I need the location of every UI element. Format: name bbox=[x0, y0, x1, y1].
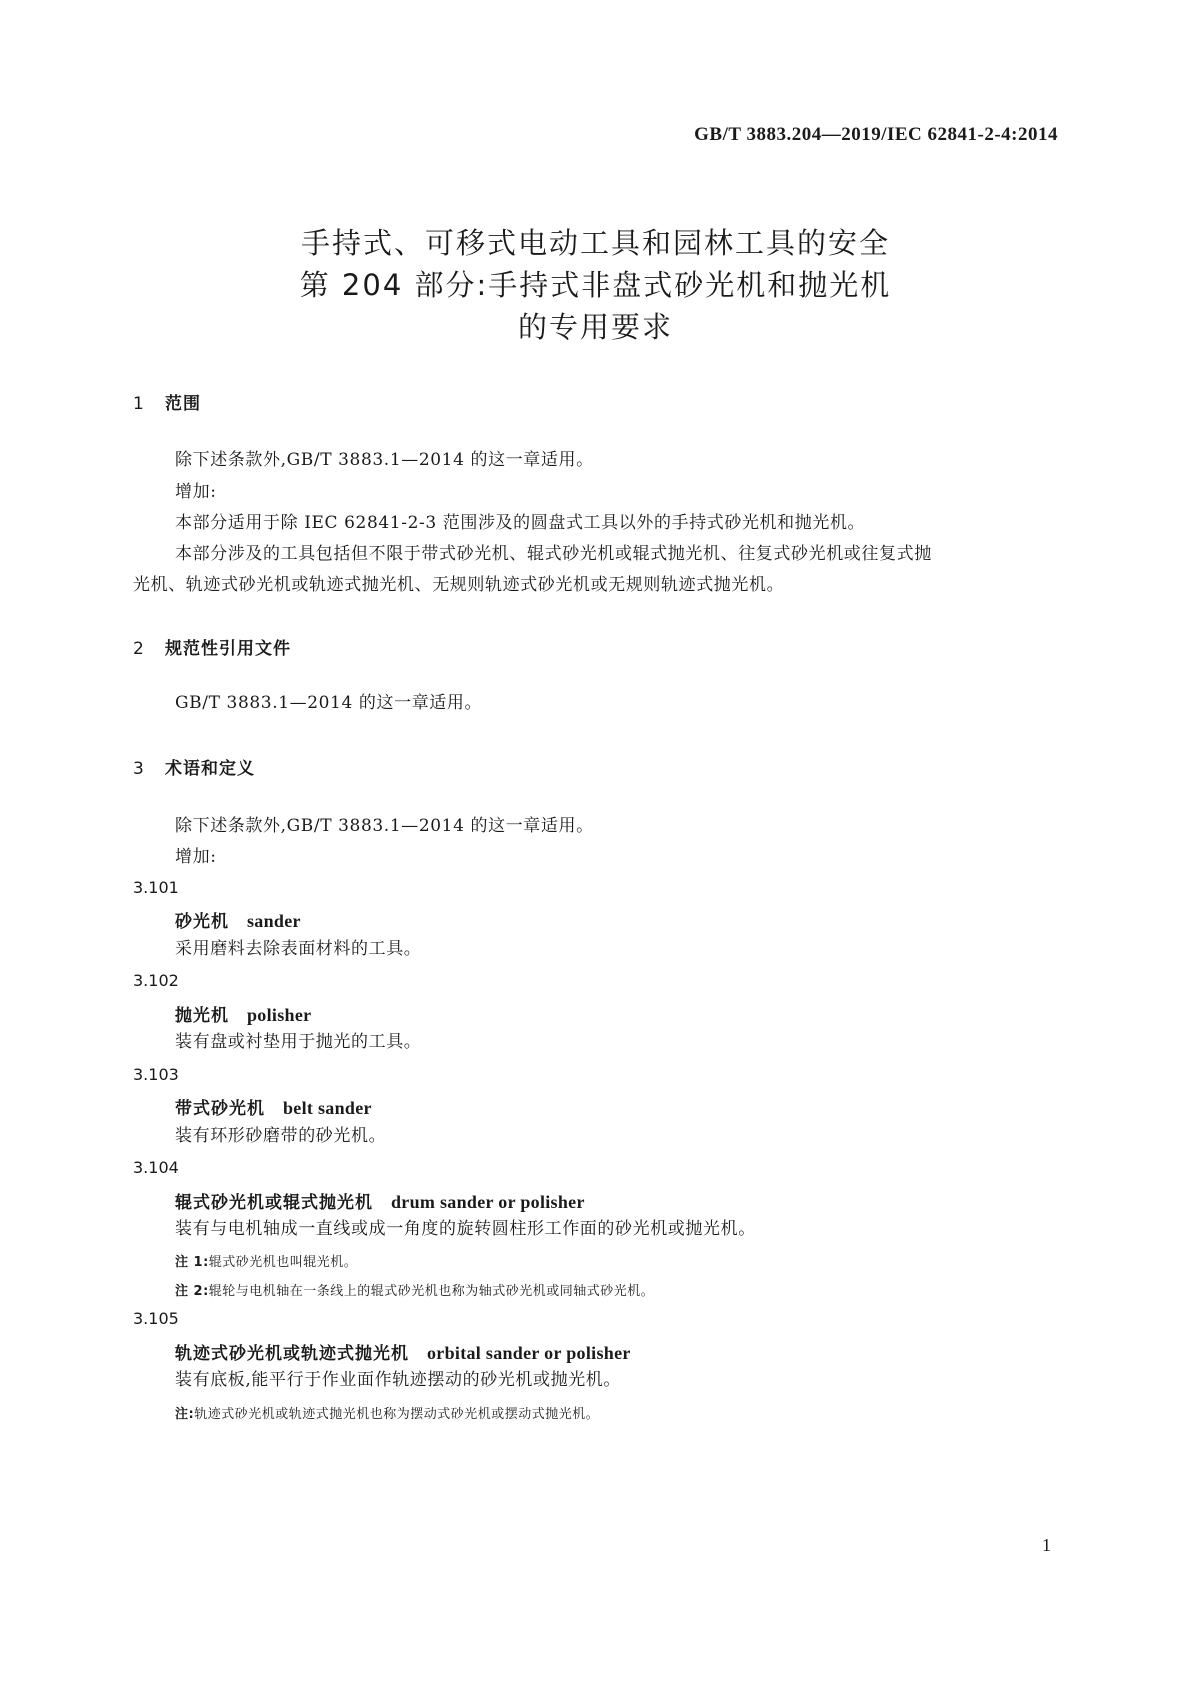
paragraph: 增加: bbox=[175, 482, 217, 502]
term-en: orbital sander or polisher bbox=[427, 1343, 631, 1363]
term-title bbox=[175, 1188, 585, 1213]
section-title: 术语和定义 bbox=[165, 759, 255, 779]
note bbox=[175, 1280, 654, 1299]
section-3-heading bbox=[133, 754, 255, 779]
term-zh: 带式砂光机 bbox=[175, 1099, 265, 1119]
term-zh: 砂光机 bbox=[175, 912, 229, 932]
note-text: 辊式砂光机也叫辊光机。 bbox=[208, 1255, 358, 1270]
paragraph: 除下述条款外,GB/T 3883.1—2014 的这一章适用。 bbox=[175, 816, 594, 836]
term-number: 3.103 bbox=[133, 1065, 179, 1084]
title-line-2: 第 204 部分:手持式非盘式砂光机和抛光机 bbox=[299, 268, 892, 302]
term-number: 3.101 bbox=[133, 878, 179, 897]
term-en: polisher bbox=[247, 1005, 312, 1025]
document-title bbox=[0, 222, 1191, 348]
term-title bbox=[175, 1339, 631, 1364]
term-zh: 辊式砂光机或辊式抛光机 bbox=[175, 1193, 373, 1213]
note-text: 辊轮与电机轴在一条线上的辊式砂光机也称为轴式砂光机或同轴式砂光机。 bbox=[208, 1284, 655, 1299]
title-line-3: 的专用要求 bbox=[517, 310, 673, 344]
section-number: 1 bbox=[133, 394, 145, 414]
term-definition: 装有底板,能平行于作业面作轨迹摆动的砂光机或抛光机。 bbox=[175, 1370, 622, 1390]
paragraph: 本部分涉及的工具包括但不限于带式砂光机、辊式砂光机或辊式抛光机、往复式砂光机或往复式抛 bbox=[175, 544, 932, 564]
paragraph: 本部分适用于除 IEC 62841-2-3 范围涉及的圆盘式工具以外的手持式砂光机和抛光机。 bbox=[175, 513, 866, 533]
note bbox=[175, 1403, 599, 1422]
note-label: 注 1: bbox=[175, 1255, 209, 1270]
term-title bbox=[175, 1094, 372, 1119]
term-definition: 采用磨料去除表面材料的工具。 bbox=[175, 939, 422, 959]
section-title: 范围 bbox=[165, 394, 201, 414]
term-number: 3.102 bbox=[133, 971, 179, 990]
section-number: 2 bbox=[133, 639, 145, 659]
section-title: 规范性引用文件 bbox=[165, 639, 291, 659]
term-title bbox=[175, 1001, 311, 1026]
section-1-heading bbox=[133, 389, 201, 414]
note-label: 注 2: bbox=[175, 1284, 209, 1299]
term-zh: 轨迹式砂光机或轨迹式抛光机 bbox=[175, 1344, 409, 1364]
term-zh: 抛光机 bbox=[175, 1006, 229, 1026]
note bbox=[175, 1251, 357, 1270]
paragraph: 光机、轨迹式砂光机或轨迹式抛光机、无规则轨迹式砂光机或无规则轨迹式抛光机。 bbox=[133, 575, 785, 595]
term-number: 3.104 bbox=[133, 1158, 179, 1177]
paragraph: 除下述条款外,GB/T 3883.1—2014 的这一章适用。 bbox=[175, 450, 594, 470]
term-definition: 装有盘或衬垫用于抛光的工具。 bbox=[175, 1032, 422, 1052]
term-en: belt sander bbox=[283, 1098, 372, 1118]
term-number: 3.105 bbox=[133, 1309, 179, 1328]
title-line-1: 手持式、可移式电动工具和园林工具的安全 bbox=[300, 226, 890, 260]
paragraph: 增加: bbox=[175, 847, 217, 867]
section-2-heading bbox=[133, 634, 291, 659]
page-number: 1 bbox=[1042, 1535, 1051, 1555]
note-text: 轨迹式砂光机或轨迹式抛光机也称为摆动式砂光机或摆动式抛光机。 bbox=[194, 1407, 600, 1422]
term-definition: 装有环形砂磨带的砂光机。 bbox=[175, 1126, 387, 1146]
term-en: drum sander or polisher bbox=[391, 1192, 585, 1212]
paragraph: GB/T 3883.1—2014 的这一章适用。 bbox=[175, 693, 483, 713]
note-label: 注: bbox=[175, 1407, 195, 1422]
section-number: 3 bbox=[133, 759, 145, 779]
standard-code: GB/T 3883.204—2019/IEC 62841-2-4:2014 bbox=[694, 124, 1058, 145]
term-definition: 装有与电机轴成一直线或成一角度的旋转圆柱形工作面的砂光机或抛光机。 bbox=[175, 1219, 756, 1239]
term-en: sander bbox=[247, 911, 301, 931]
term-title bbox=[175, 907, 301, 932]
